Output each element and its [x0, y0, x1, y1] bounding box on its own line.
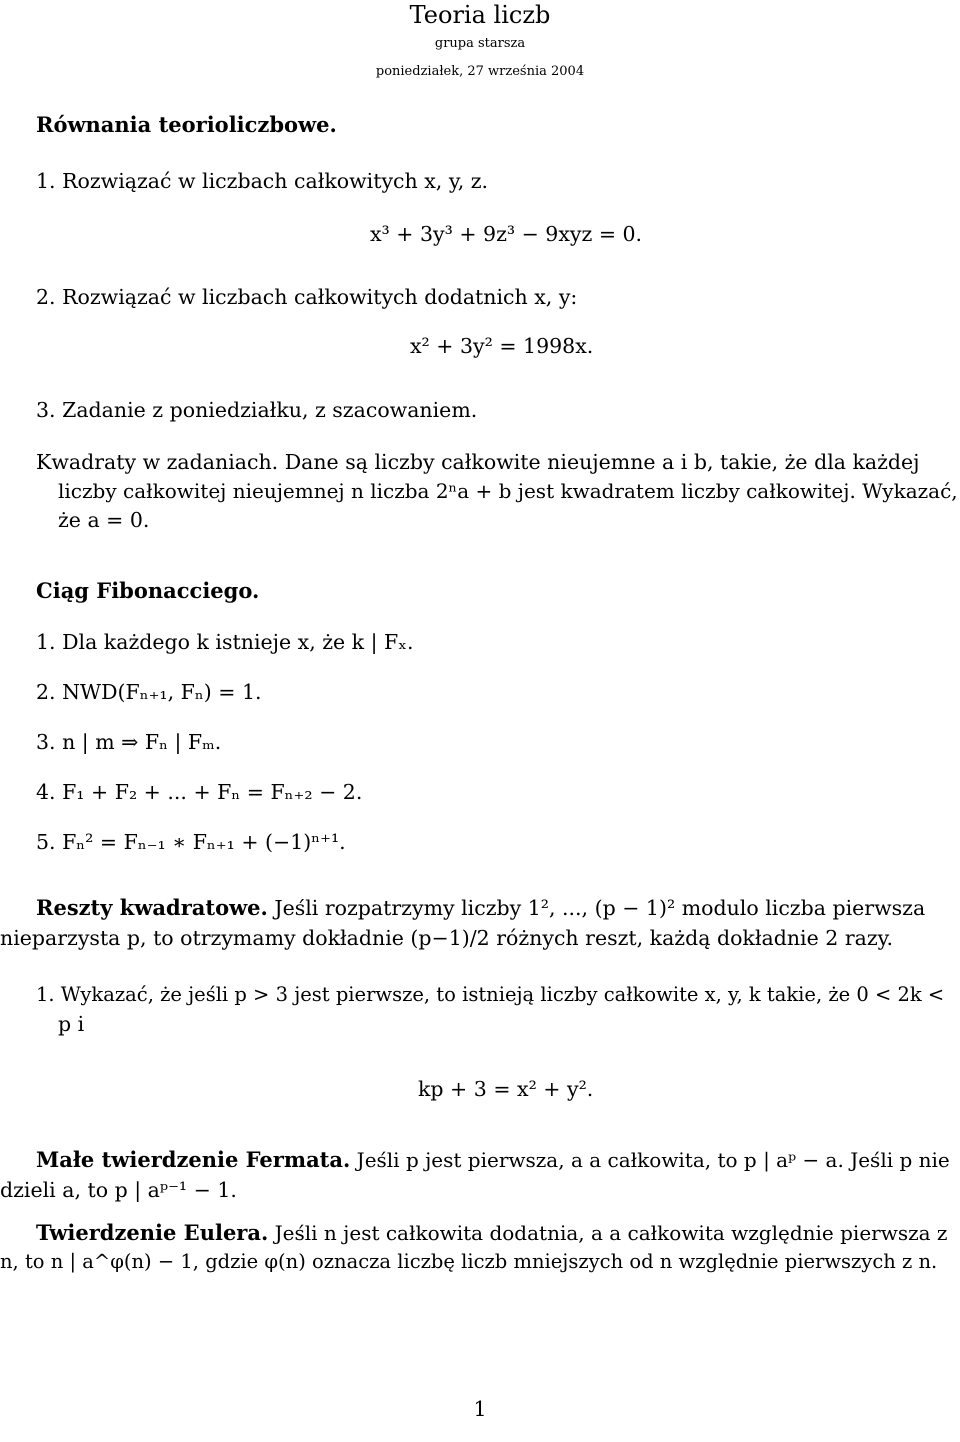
fermat-line-2: dzieli a, to p | aᵖ⁻¹ − 1.: [0, 1178, 237, 1202]
fib-item-5: 5. Fₙ² = Fₙ₋₁ ∗ Fₙ₊₁ + (−1)ⁿ⁺¹.: [36, 830, 346, 854]
problem-4-line-2: [58, 476, 958, 506]
fermat-line-1-text: Jeśli p jest pierwsza, a a całkowita, to p | aᵖ − a. Jeśli p nie: [356, 1148, 950, 1172]
problem-2: [36, 282, 577, 312]
problem-4-line-3: [58, 505, 149, 535]
problem-1: [36, 166, 488, 196]
reszty-item-1-line-1: 1. Wykazać, że jeśli p > 3 jest pierwsze, to istnieją liczby całkowite x, y, k takie, że 0 < 2k <: [36, 983, 945, 1006]
reszty-item-1-line-2: p i: [58, 1012, 85, 1036]
equation-1: [370, 219, 642, 249]
page-number: 1: [473, 1397, 487, 1421]
problem-3: [36, 395, 477, 425]
euler-line-1: [36, 1218, 947, 1248]
fib-item-4: 4. F₁ + F₂ + ... + Fₙ = Fₙ₊₂ − 2.: [36, 780, 363, 804]
reszty-equation: kp + 3 = x² + y².: [418, 1077, 594, 1101]
problem-4-line-1: [36, 447, 920, 477]
problem-4-line-2-text: liczby całkowitej nieujemnej n liczba 2ⁿa + b jest kwadratem liczby całkowitej. Wykazać,: [58, 479, 958, 503]
fermat-line-1: [36, 1145, 950, 1175]
equation-2-text: x² + 3y² = 1998x.: [410, 334, 594, 358]
page-date: poniedziałek, 27 września 2004: [375, 64, 585, 79]
problem-2-text: 2. Rozwiązać w liczbach całkowitych dodatnich x, y:: [36, 285, 578, 309]
euler-line-2: n, to n | a^φ(n) − 1, gdzie φ(n) oznacza liczbę liczb mniejszych od n względnie pierwszych z n.: [0, 1250, 938, 1273]
euler-line-1-text: Jeśli n jest całkowita dodatnia, a a całkowita względnie pierwsza z: [274, 1221, 948, 1245]
problem-1-text: 1. Rozwiązać w liczbach całkowitych x, y, z.: [36, 169, 489, 193]
fib-item-3: 3. n | m ⇒ Fₙ | Fₘ.: [36, 730, 222, 754]
reszty-line-1-text: Jeśli rozpatrzymy liczby 1², ..., (p − 1)² modulo liczba pierwsza: [274, 896, 926, 920]
fib-item-1: 1. Dla każdego k istnieje x, że k | Fₓ.: [36, 630, 414, 654]
section-title-fermat: Małe twierdzenie Fermata.: [36, 1147, 351, 1172]
problem-3-text: 3. Zadanie z poniedziałku, z szacowaniem.: [36, 398, 478, 422]
reszty-line-1: [36, 893, 925, 923]
problem-4-line-1-text: Kwadraty w zadaniach. Dane są liczby całkowite nieujemne a i b, takie, że dla każdej: [36, 450, 920, 474]
problem-4-line-3-text: że a = 0.: [58, 508, 150, 532]
section-title-rownania: Równania teorioliczbowe.: [36, 112, 337, 137]
reszty-line-2: nieparzysta p, to otrzymamy dokładnie (p−1)/2 różnych reszt, każdą dokładnie 2 razy.: [0, 926, 894, 950]
equation-2: [410, 331, 593, 361]
equation-1-text: x³ + 3y³ + 9z³ − 9xyz = 0.: [370, 222, 643, 246]
section-title-reszty: Reszty kwadratowe.: [36, 895, 268, 920]
page-title: Teoria liczb: [409, 1, 551, 29]
page-subtitle-group: grupa starsza: [434, 36, 526, 51]
fib-item-2: 2. NWD(Fₙ₊₁, Fₙ) = 1.: [36, 680, 262, 704]
section-title-euler: Twierdzenie Eulera.: [36, 1220, 269, 1245]
section-title-fibonacci: Ciąg Fibonacciego.: [36, 578, 260, 603]
